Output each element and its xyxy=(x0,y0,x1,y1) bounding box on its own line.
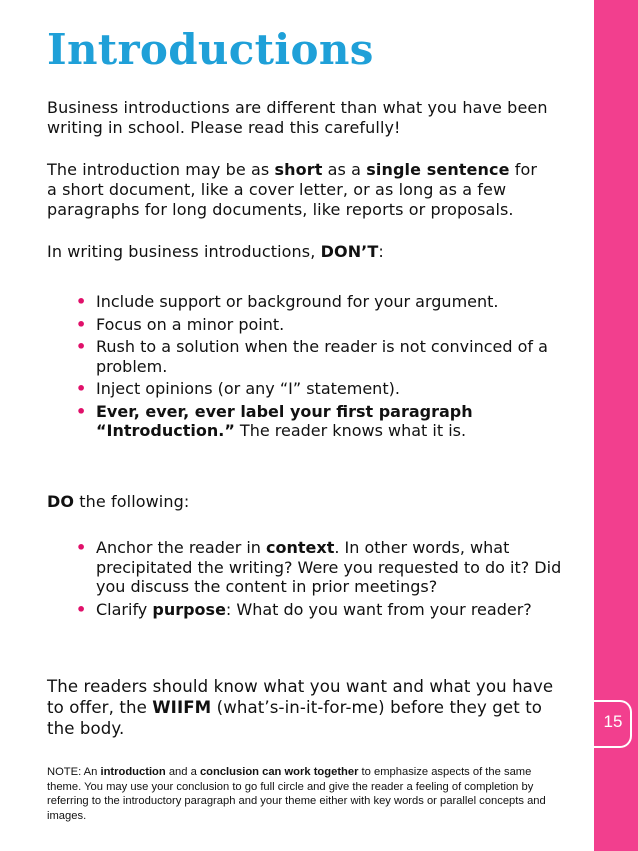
dont-list xyxy=(76,292,566,444)
list-item-text: : What do you want from your reader? xyxy=(225,599,532,619)
list-item-text: Focus on a minor point. xyxy=(96,314,285,334)
page-number: 15 xyxy=(603,712,623,731)
bullet-icon: • xyxy=(76,314,87,334)
dont-item-rush xyxy=(76,337,566,376)
dont-item-support xyxy=(76,292,566,312)
length-text-2: as a xyxy=(322,160,367,179)
bullet-icon: • xyxy=(76,401,87,421)
list-item-text: Anchor the reader in xyxy=(96,538,267,557)
do-intro xyxy=(47,492,552,512)
do-item-context xyxy=(76,538,566,597)
length-text-1: The introduction may be as xyxy=(47,160,275,179)
dont-item-label xyxy=(76,402,566,441)
note-text-3: to emphasize aspects of the same theme. You may use your conclusion to go full circle and give the reader a feeling of completion by referring to the introductory paragraph and your theme either with key words or parallel concepts and images. xyxy=(47,766,546,822)
list-item-text: . In other words, what precipitated the writing? Were you requested to do it? Did you discuss the content in prior meetings? xyxy=(96,538,562,596)
wiifm-bold: WIIFM xyxy=(152,698,212,717)
list-item-text: Clarify xyxy=(96,599,153,619)
length-paragraph xyxy=(47,160,552,220)
note-bold-conclusion: conclusion can work together xyxy=(199,766,359,778)
dont-colon: : xyxy=(378,242,384,261)
list-item-text: Rush to a solution when the reader is not convinced of a problem. xyxy=(96,337,548,376)
note-paragraph xyxy=(47,765,547,823)
wiifm-text-1: The readers should know what you want and what you have to offer, the xyxy=(47,677,554,717)
dont-intro xyxy=(47,242,552,262)
note-bold-introduction: introduction xyxy=(100,766,166,778)
do-intro-text: the following: xyxy=(74,492,190,511)
wiifm-paragraph xyxy=(47,676,557,739)
bullet-icon: • xyxy=(76,292,87,311)
bullet-icon: • xyxy=(76,379,87,398)
bullet-icon: • xyxy=(76,337,87,356)
note-text-2: and a xyxy=(165,766,200,778)
do-bold: DO xyxy=(47,492,75,511)
note-text-1: NOTE: An xyxy=(47,766,101,778)
list-item-bold-text: Ever, ever, ever label your first paragraph “Introduction.” xyxy=(96,401,473,440)
list-item-text: Include support or background for your argument. xyxy=(96,292,499,311)
wiifm-text-2: (what’s-in-it-for-me) before they get to the body. xyxy=(47,698,543,738)
list-item-text: The reader knows what it is. xyxy=(234,421,467,440)
dont-intro-text: In writing business introductions, xyxy=(47,242,321,261)
dont-item-opinions xyxy=(76,379,566,399)
intro-paragraph: Business introductions are different than what you have been writing in school. Please read this carefully! xyxy=(47,98,548,137)
length-bold-short: short xyxy=(274,160,323,179)
bullet-icon: • xyxy=(76,538,87,557)
bullet-icon: • xyxy=(76,599,87,619)
length-bold-single-sentence: single sentence xyxy=(366,160,510,179)
dont-bold: DON’T xyxy=(320,242,379,261)
dont-item-minor-point xyxy=(76,315,566,335)
page-title: Introductions xyxy=(47,25,374,74)
do-item-purpose xyxy=(76,600,566,620)
context-bold: context xyxy=(266,538,335,557)
length-text-3: for a short document, like a cover letter, or as long as a few paragraphs for long documents, like reports or proposals. xyxy=(47,160,538,219)
do-list xyxy=(76,538,566,622)
side-accent-bar xyxy=(594,0,638,851)
list-item-text: Inject opinions (or any “I” statement). xyxy=(96,379,400,398)
purpose-bold: purpose xyxy=(152,599,226,619)
